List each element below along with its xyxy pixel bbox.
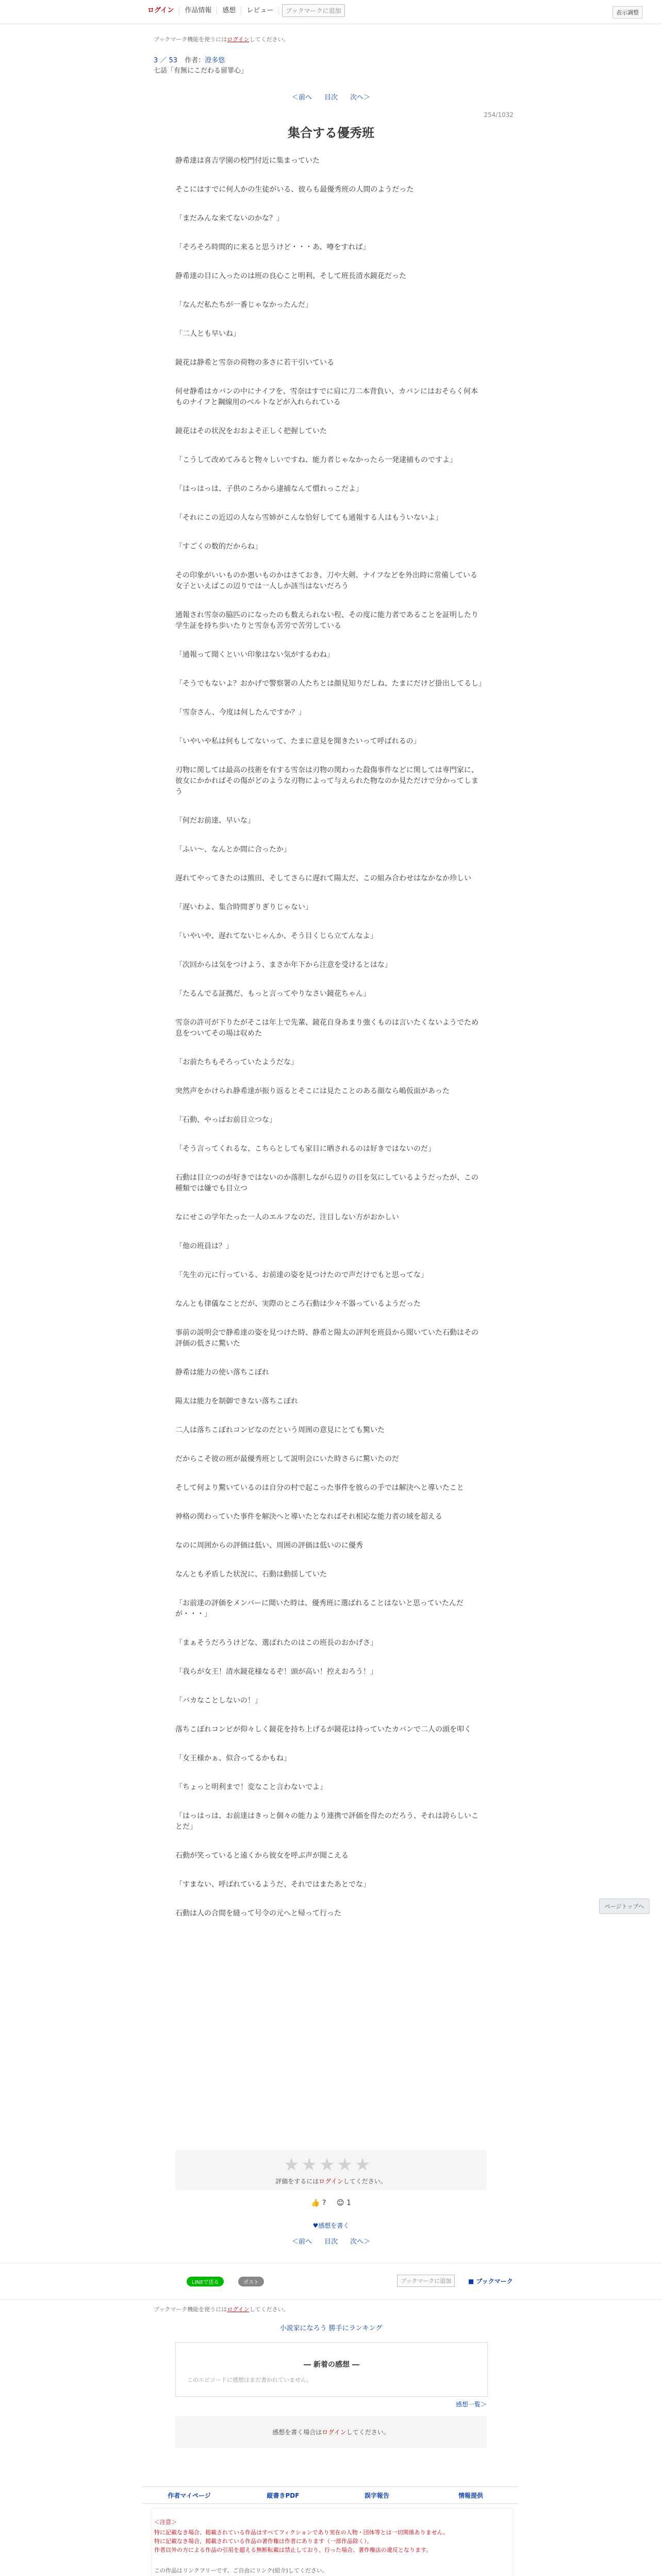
- body-paragraph: 「まぁそうだろうけどな、選ばれたのはこの班長のおかげさ」: [175, 1639, 377, 1647]
- bookmark-label[interactable]: [468, 2277, 513, 2285]
- rating-box: [175, 2150, 487, 2190]
- body-paragraph: 突然声をかけられ静希達が振り返るとそこには見たことのある顔なら嶋仮面があった: [175, 1087, 450, 1095]
- body-paragraph: 「ふい〜、なんとか間に合ったか」: [175, 845, 291, 854]
- body-paragraph: 石動は人の合間を縫って号令の元へと帰って行った: [175, 1909, 341, 1918]
- new-impressions-empty: このエピソードに感想はまだ書かれていません。: [187, 2377, 312, 2383]
- body-paragraph: 二人は落ちこぼれコンビなのだという周囲の意見にとても驚いた: [175, 1426, 385, 1434]
- rating-note: [175, 2177, 487, 2185]
- rating-login-link[interactable]: ログイン: [319, 2178, 343, 2185]
- new-impressions-box: [175, 2342, 488, 2397]
- notice-login-link[interactable]: ログイン: [227, 36, 250, 43]
- login-link[interactable]: ログイン: [142, 7, 179, 15]
- series-info: [154, 56, 247, 76]
- bookmark-login-notice: [154, 35, 289, 43]
- body-paragraph: 「それにこの近辺の人なら雪姉がこんな恰好してても通報する人はもういないよ」: [175, 514, 442, 522]
- body-paragraph: 落ちこぼれコンビが仰々しく鏡花を持ち上げるが鏡花は持っていたカバンで二人の頭を叩く: [175, 1725, 471, 1734]
- write-note-suffix: してください。: [346, 2429, 390, 2436]
- body-paragraph: 「お前達の評価をメンバーに聞いた時は、優秀班に選ばれることはないと思っていたんだが・・・」: [175, 1599, 464, 1618]
- body-paragraph: 「そう言ってくれるな、こちらとしても家目に晒されるのは好きではないのだ」: [175, 1145, 435, 1153]
- index-link-bottom[interactable]: 目次: [324, 2238, 338, 2246]
- body-paragraph: そこにはすでに何人かの生徒がいる、彼らも最優秀班の人間のようだった: [175, 185, 414, 194]
- body-paragraph: 「女王様かぁ、似合ってるかもね」: [175, 1754, 291, 1762]
- body-paragraph: 「二人とも早いね」: [175, 330, 240, 338]
- write-impression-box: [175, 2416, 487, 2448]
- notice-text-suffix: してください。: [249, 36, 289, 43]
- prev-episode-link-bottom[interactable]: ＜前へ: [291, 2238, 312, 2246]
- write-login-link[interactable]: ログイン: [322, 2429, 346, 2436]
- body-paragraph: 静希達は喜吉学園の校門付近に集まっていた: [175, 157, 320, 165]
- body-paragraph: 「いやいや私は何もしてないって、たまに意見を聞きたいって呼ばれるの」: [175, 737, 421, 745]
- notice-text: ブックマーク機能を使うには: [154, 36, 227, 43]
- body-paragraph: 「なんだ私たちが一番じゃなかったんだ」: [175, 301, 312, 309]
- body-paragraph: 何せ静希はカバンの中にナイフを、雪奈はすでに肩に刀二本背負い、カバンにはおそらく何本ものナイフと鋼線用のベルトなどが入れられている: [175, 387, 478, 406]
- body-paragraph: 「そろそろ時間的に来ると思うけど・・・あ、噂をすれば」: [175, 243, 370, 251]
- body-paragraph: 「先生の元に行っている、お前達の姿を見つけたので声だけでもと思ってな」: [175, 1271, 428, 1279]
- caution-line: 特に記載なき場合、掲載されている作品の著作権は作者にあります（一部作品除く）。: [154, 2538, 373, 2545]
- episode-title: 集合する優秀班: [288, 126, 374, 140]
- episode-pager-bottom: [0, 2236, 662, 2246]
- review-nav-link[interactable]: レビュー: [241, 7, 279, 15]
- body-paragraph: 「石動、やっぱお前目立つな」: [175, 1116, 276, 1124]
- body-paragraph: 静希達の目に入ったのは班の良心こと明利、そして班長清水鏡花だった: [175, 272, 406, 280]
- next-episode-link[interactable]: 次へ＞: [350, 94, 371, 101]
- body-paragraph: なのに周囲からの評価は低い、周囲の評価は低いのに優秀: [175, 1541, 363, 1550]
- next-episode-link-bottom[interactable]: 次へ＞: [350, 2238, 371, 2246]
- body-paragraph: 雪奈の許可が下りたがそこは年上で先輩、鏡花自身あまり強くものは言いたくないようでため息をついてその場は収めた: [175, 1019, 478, 1038]
- index-link[interactable]: 目次: [324, 94, 338, 101]
- episode-body: [175, 156, 485, 1937]
- body-paragraph: 「まだみんな来てないのかな？」: [175, 214, 284, 223]
- body-paragraph: 静希は能力の使い落ちこぼれ: [175, 1368, 269, 1377]
- body-paragraph: 「雪奈さん、今度は何したんですか？」: [175, 708, 306, 717]
- body-paragraph: 「すごくの数的だからね」: [175, 543, 262, 551]
- caution-head: ＜注意＞: [154, 2519, 177, 2526]
- prev-episode-link[interactable]: ＜前へ: [291, 94, 312, 101]
- x-post-button[interactable]: ポスト: [238, 2277, 264, 2286]
- page-top-button[interactable]: ページトップへ: [599, 1899, 650, 1914]
- caution-line: 特に記載なき場合、掲載されている作品はすべてフィクションであり実在の人物・団体等とは一切関係ありません。: [154, 2529, 449, 2536]
- body-paragraph: 刃物に関しては最高の技術を有する雪奈は刃物の関わった殺傷事件などに関しては専門家に、彼女にかかればその傷がどのような刃物によって与えられた物なのか見ただけで分かってしまう: [175, 766, 478, 796]
- episode-progress: 3 ／ 53: [154, 57, 178, 64]
- caution-line: 作者以外の方による作品の引用を超える無断転載は禁止しており、行った場合、著作権法の違反となります。: [154, 2547, 432, 2553]
- write-impression-link[interactable]: ♥感想を書く: [312, 2222, 350, 2229]
- ranking-link[interactable]: 小説家になろう 勝手にランキング: [279, 2325, 383, 2332]
- body-paragraph: 石動が笑っていると遠くから彼女を呼ぶ声が聞こえる: [175, 1852, 349, 1860]
- line-share-button[interactable]: LINEで送る: [187, 2277, 224, 2286]
- body-paragraph: なんとも律儀なことだが、実際のところ石動は少々不器っているようだった: [175, 1300, 421, 1308]
- info-provide-link[interactable]: 情報提供: [458, 2492, 483, 2499]
- body-paragraph: 陽太は能力を制御できない落ちこぼれ: [175, 1397, 298, 1405]
- chapter-title: 七話「有無にこだわる留罪心」: [154, 67, 248, 75]
- caution-box: [152, 2508, 514, 2576]
- body-paragraph: 遅れてやってきたのは熊田、そしてさらに遅れて陽太だ、この組み合わせはなかなか珍しい: [175, 874, 471, 883]
- body-paragraph: 石動は目立つのが好きではないのか落胆しながら辺りの目を気にしているようだったが、この種類では嫌でも目立つ: [175, 1174, 478, 1193]
- body-paragraph: 「お前たちもそろっていたようだな」: [175, 1058, 298, 1066]
- body-paragraph: 鏡花は静希と雪奈の荷物の多さに若干引いている: [175, 359, 334, 367]
- reaction-thumbs[interactable]: 👍 ?: [311, 2199, 326, 2207]
- top-nav: [142, 4, 345, 17]
- top-bar: [0, 0, 662, 24]
- body-paragraph: 「こうして改めてみると物々しいですね、能力者じゃなかったら一発逮捕ものですよ」: [175, 456, 457, 464]
- body-paragraph: 「次回からは気をつけよう、まさか年下から注意を受けるとはな」: [175, 961, 392, 969]
- bookmark-add-button[interactable]: ブックマークに追加: [282, 4, 344, 17]
- caution-red-lines: [154, 2528, 449, 2554]
- impressions-nav-link[interactable]: 感想: [217, 7, 241, 15]
- body-paragraph: 「そうでもないよ？おかげで警察署の人たちとは顔見知りだしね、たまにだけど掛出してるし」: [175, 680, 486, 688]
- bookmark-label-text: ブックマーク: [476, 2278, 513, 2285]
- write-note-text: 感想を書く場合は: [272, 2429, 322, 2436]
- body-paragraph: 神格の関わっていた事件を解決へと導いたとなればそれ相応な能力者の域を超える: [175, 1513, 442, 1521]
- body-paragraph: 「通報って聞くといい印象はない気がするわね」: [175, 651, 334, 659]
- body-paragraph: その印象がいいものか悪いものかはさておき、刀や大剣、ナイフなどを外出時に常備している女子といえばこの辺りでは一人しか該当はないだろう: [175, 571, 478, 590]
- footer-links: [142, 2486, 518, 2504]
- body-paragraph: 「ちょっと明利まで！変なこと言わないでよ」: [175, 1783, 327, 1791]
- body-paragraph: 「他の班員は？」: [175, 1242, 233, 1250]
- body-paragraph: 「遅いわよ、集合時間ぎりぎりじゃない」: [175, 903, 312, 911]
- reaction-smile[interactable]: 😊 1: [336, 2199, 351, 2207]
- display-settings-button[interactable]: 表示調整: [613, 6, 642, 19]
- bookmark-login-notice-bottom: [154, 2305, 289, 2313]
- author-label: 作者：: [185, 57, 205, 64]
- body-paragraph: 「はっはっは、お前達はきっと個々の能力より連携で評価を得たのだろう、それは誇らしいことだ」: [175, 1812, 478, 1831]
- body-paragraph: 鏡花はその状況をおおよそ正しく把握していた: [175, 427, 327, 435]
- body-paragraph: だからこそ彼の班が最優秀班として説明会にいた時さらに驚いたのだ: [175, 1455, 399, 1463]
- body-paragraph: 「バカなことしないの！」: [175, 1697, 262, 1705]
- caution-note: この作品はリンクフリーです。ご自由にリンク(紹介)してください。: [154, 2567, 328, 2574]
- author-link[interactable]: 澄多悠: [205, 57, 225, 64]
- rating-stars[interactable]: ★★★★★: [284, 2155, 373, 2175]
- bookmark-add-button-bottom[interactable]: ブックマークに追加: [397, 2275, 455, 2287]
- notice-mid-text: ブックマーク機能を使うには: [154, 2306, 227, 2313]
- typo-report-link[interactable]: 誤字報告: [364, 2492, 389, 2499]
- body-paragraph: 事前の説明会で静希達の姿を見つけた時、静希と陽太の評判を班員から聞いていた石動はその評価の低さに驚いた: [175, 1329, 478, 1348]
- body-paragraph: 「何だお前達、早いな」: [175, 817, 255, 825]
- share-bar: [0, 2263, 662, 2300]
- new-impressions-title: ― 新着の感想 ―: [304, 2361, 359, 2369]
- caution-gray-lines: [154, 2566, 441, 2576]
- body-paragraph: 通報され雪奈の脇匹のになったのも数えられない程、その度に能力者であることを証明したり学生証を持ち歩いたりと雪奈も苦労で苦労している: [175, 611, 478, 630]
- body-paragraph: そして何より驚いているのは自分の村で起こった事件を彼らの手では解決へと導いたこと: [175, 1484, 464, 1492]
- bookmark-icon: ■: [468, 2278, 474, 2285]
- body-paragraph: 「たるんでる証拠だ、もっと言ってやりなさい鏡花ちゃん」: [175, 990, 370, 998]
- episode-number: 254/1032: [484, 111, 514, 118]
- notice-mid-suffix: してください。: [249, 2306, 289, 2313]
- reactions: [0, 2199, 662, 2207]
- body-paragraph: 「はっはっは、子供のころから逮捕なんて慣れっこだよ」: [175, 485, 363, 493]
- notice-mid-login-link[interactable]: ログイン: [227, 2306, 250, 2313]
- impressions-list-link[interactable]: 感想一覧＞: [455, 2401, 487, 2408]
- body-paragraph: 「我らが女王！清水鏡花様なるぞ！頭が高い！控えおろう！」: [175, 1668, 377, 1676]
- vertical-pdf-link[interactable]: 縦書きPDF: [267, 2492, 300, 2499]
- work-info-link[interactable]: 作品情報: [179, 7, 217, 15]
- rating-note-text: 評価をするには: [275, 2178, 319, 2185]
- body-paragraph: 「すまない、呼ばれているようだ、それではまたあとでな」: [175, 1880, 370, 1889]
- write-impression-note: [175, 2428, 487, 2436]
- episode-pager-top: [0, 92, 662, 101]
- author-mypage-link[interactable]: 作者マイページ: [168, 2492, 211, 2499]
- body-paragraph: なんとも矛盾した状況に、石動は動揺していた: [175, 1570, 327, 1579]
- rating-note-suffix: してください。: [343, 2178, 387, 2185]
- body-paragraph: 「いやいや、遅れてないじゃんか、そう目くじら立てんなよ」: [175, 932, 377, 940]
- body-paragraph: なにせこの学年たった一人のエルフなのだ、注目しない方がおかしい: [175, 1213, 399, 1222]
